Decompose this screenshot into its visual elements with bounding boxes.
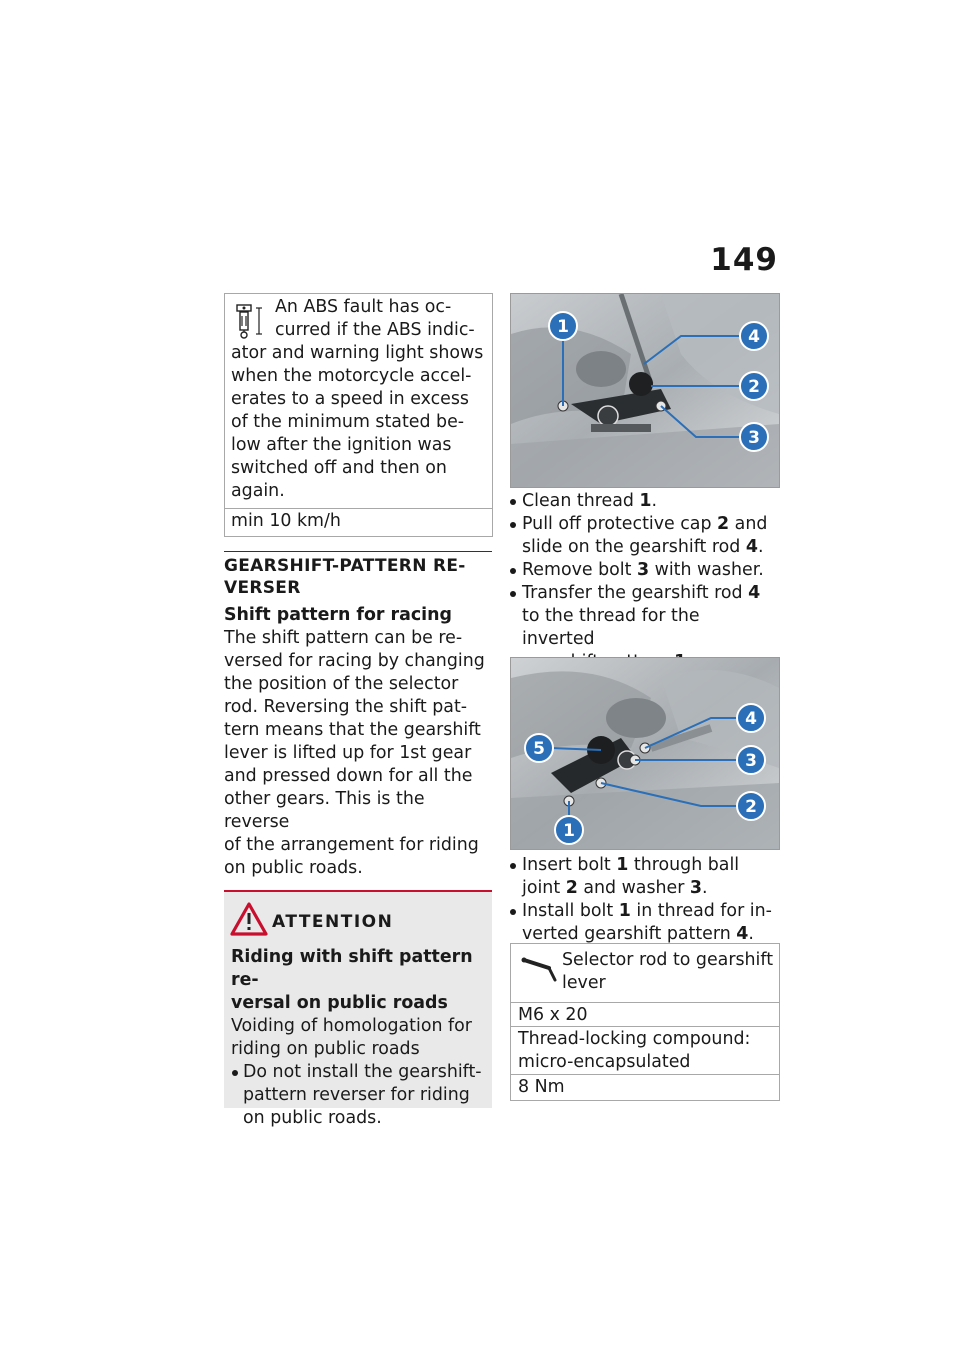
warning-body-line: Voiding of homologation for [231, 1016, 472, 1036]
step-text: Clean thread [522, 491, 640, 511]
callout-label: 1 [557, 317, 569, 337]
step-text: and [729, 514, 768, 534]
steps-1 [509, 490, 777, 674]
paragraph-line: other gears. This is the reverse [224, 789, 425, 832]
step-ref: 4 [736, 924, 749, 944]
paragraph-line: of the arrangement for riding [224, 835, 479, 855]
warning-heading-line: Riding with shift pattern re- [231, 947, 473, 990]
paragraph-line: versed for racing by changing [224, 651, 485, 671]
step-text: in thread for in- [630, 901, 772, 921]
abs-note-line: ator and warning light shows [231, 343, 484, 363]
abs-note-text [231, 296, 489, 503]
callout-label: 3 [748, 428, 760, 448]
warning-triangle-icon [230, 901, 268, 937]
callout-5 [525, 734, 553, 762]
abs-note-line: switched off and then on [231, 458, 447, 478]
warning-body-line: riding on public roads [231, 1039, 420, 1059]
abs-note-line: low after the ignition was [231, 435, 452, 455]
step-text: Remove bolt [522, 560, 637, 580]
abs-note-line: erates to a speed in excess [231, 389, 469, 409]
abs-note-line: of the minimum stated be- [231, 412, 465, 432]
callout-label: 1 [563, 821, 575, 841]
paragraph-line: lever is lifted up for 1st gear [224, 743, 472, 763]
callout-3 [737, 746, 765, 774]
step-ref: 4 [748, 583, 761, 603]
warning-bullet-line: Do not install the gearshift- [243, 1062, 482, 1082]
paragraph-line: the position of the selector [224, 674, 459, 694]
warning-bullets [231, 1061, 487, 1130]
step-item [509, 900, 777, 946]
callout-1 [549, 312, 577, 340]
warning-bullet-line: pattern reverser for riding [243, 1085, 470, 1105]
table-row [511, 1074, 779, 1097]
warning-bullet [231, 1061, 487, 1130]
abs-note-line: curred if the ABS indic- [275, 320, 475, 340]
callout-label: 2 [748, 377, 760, 397]
section-title [224, 555, 474, 599]
step-text: . [702, 878, 708, 898]
step-text: . [748, 924, 754, 944]
spec-compound-line: Thread-locking compound: [518, 1029, 751, 1049]
step-text: Transfer the gearshift rod [522, 583, 749, 603]
step-text: with washer. [649, 560, 764, 580]
step-text: Insert bolt [522, 855, 617, 875]
section-body [224, 604, 492, 911]
step-text: to the thread for the inverted [522, 606, 700, 649]
step-text: . [651, 491, 658, 511]
step-ref: 3 [636, 560, 650, 580]
step-ref: 3 [689, 878, 703, 898]
abs-note-line: An ABS fault has oc- [275, 297, 452, 317]
paragraph-line: rod. Reversing the shift pat- [224, 697, 468, 717]
callout-2 [737, 792, 765, 820]
page-number: 149 [710, 242, 778, 278]
divider [224, 508, 492, 509]
table-row [511, 1026, 779, 1072]
step-ref: 1 [618, 901, 631, 921]
subheading-racing: Shift pattern for racing [224, 605, 452, 625]
callout-4 [737, 704, 765, 732]
warning-text [231, 946, 487, 1130]
abs-note-line: again. [231, 481, 285, 501]
callout-4 [740, 322, 768, 350]
section-divider [224, 551, 492, 552]
spec-header-line: lever [562, 973, 606, 993]
paragraph-line: and pressed down for all the [224, 766, 473, 786]
warning-heading-line: versal on public roads [231, 993, 448, 1013]
abs-note-line: when the motorcycle accel- [231, 366, 472, 386]
step-ref: 2 [565, 878, 578, 898]
callout-3 [740, 423, 768, 451]
step-ref: 2 [717, 514, 730, 534]
callout-label: 3 [745, 751, 757, 771]
steps-list-1 [509, 490, 777, 674]
step-item [509, 513, 777, 559]
spec-header [562, 949, 773, 995]
step-text: Pull off protective cap [522, 514, 718, 534]
photo-gearshift-linkage-before [510, 293, 780, 488]
abs-min-speed-value: min 10 km/h [231, 511, 341, 531]
step-text: joint [522, 878, 566, 898]
warning-title: ATTENTION [272, 912, 394, 932]
section-title-line: VERSER [224, 578, 301, 598]
step-ref: 4 [745, 537, 758, 557]
step-ref: 1 [616, 855, 629, 875]
step-text: through ball [628, 855, 740, 875]
spec-table [510, 943, 780, 1101]
step-text: . [757, 537, 764, 557]
callout-label: 2 [745, 797, 757, 817]
callout-1 [555, 816, 583, 844]
spec-compound-line: micro-encapsulated [518, 1052, 691, 1072]
paragraph-line: The shift pattern can be re- [224, 628, 463, 648]
warning-bullet-line: on public roads. [243, 1108, 382, 1128]
steps-2 [509, 854, 777, 946]
step-ref: 1 [639, 491, 652, 511]
spec-torque: 8 Nm [518, 1077, 565, 1097]
callout-label: 4 [748, 327, 760, 347]
selector-rod-icon [521, 954, 561, 984]
step-item [509, 490, 777, 513]
step-text: verted gearshift pattern [522, 924, 737, 944]
photo-gearshift-linkage-after [510, 657, 780, 850]
callout-2 [740, 372, 768, 400]
step-text: Install bolt [522, 901, 619, 921]
steps-list-2 [509, 854, 777, 946]
callout-label: 5 [533, 739, 545, 759]
paragraph-line: tern means that the gearshift [224, 720, 481, 740]
paragraph-line: on public roads. [224, 858, 363, 878]
spec-compound [518, 1028, 750, 1074]
section-title-line: GEARSHIFT-PATTERN RE- [224, 556, 466, 576]
step-item [509, 854, 777, 900]
step-item [509, 559, 777, 582]
spec-bolt-size: M6 x 20 [518, 1005, 588, 1025]
table-row [511, 1002, 779, 1025]
spec-header-line: Selector rod to gearshift [562, 950, 774, 970]
step-text: slide on the gearshift rod [522, 537, 746, 557]
callout-label: 4 [745, 709, 757, 729]
step-text: and washer [577, 878, 690, 898]
